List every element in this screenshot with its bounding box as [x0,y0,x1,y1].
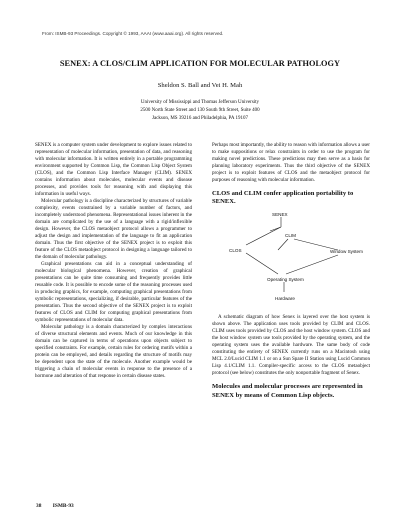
copyright-notice: From: ISMB-93 Proceedings. Copyright © 1993, AAAI (www.aaai.org). All rights reserved. [42,31,224,36]
page-footer [36,503,84,509]
operating-system-label: Operating System [267,277,304,283]
hardware-label: Hardware [275,296,295,302]
clim-label: CLIM [285,233,296,239]
connector-line [286,255,338,274]
connector-line [270,227,281,231]
right-column [212,142,370,404]
body-paragraph: Molecular pathology is a discipline characterized by structures of variable complexity, events constrained by a variable number of factors, and incompletely understood phenomena. Representational issues inherent in the domain are complicated by the use of a language with a rigid/inflexible design. However, the CLOS metaobject protocol allows a programmer to adjust the design and implementation of the language to fit an application domain. Thus the first objective of the SENEX project is to exploit this feature of the CLOS metaobject protocol in designing a language tailored to the domain of molecular pathology. [35,198,192,260]
connector-line [246,253,278,274]
body-paragraph: Molecular pathology is a domain characterized by complex interactions of diverse structural elements and events. Much of our knowledge in this domain can be captured in terms of operations upon objects subject to specified constraints. For example, certain rules for ordering motifs within a protein can be employed, and details regarding the structure of motifs may be dependent upon the state of the molecule. Another example would be triggering a chain of molecular events in response to the presence of a hormone and alteration of that response in certain disease states. [35,324,192,379]
affiliation-line: University of Mississippi and Thomas Jefferson University [140,100,260,105]
paper-title: SENEX: A CLOS/CLIM APPLICATION FOR MOLECULAR PATHOLOGY [59,59,341,68]
section-heading: Molecules and molecular processes are represented in SENEX by means of Common Lisp objects. [212,383,363,399]
author-line: Sheldon S. Ball and Vei H. Mah [157,82,243,89]
body-paragraph: Perhaps most importantly, the ability to reason with information allows a user to make suppositions or relax constraints in order to use the program for making novel predictions. These predictions may then serve as a basis for planning laboratory experiments. Thus the third objective of the SENEX project is to exploit features of CLOS and the metaobject protocol for purposes of reasoning with molecular information. [212,142,370,183]
layer-diagram [212,210,370,306]
left-column [35,142,192,380]
window-system-label: Window System [330,249,363,255]
page-number: 38 [36,503,42,509]
affiliation-line: 2500 North State Street and 130 South 9th Street, Suite 400 [140,108,260,114]
senex-label: SENEX [272,212,288,218]
figure-caption: A schematic diagram of how Senex is layered over the host system is shown above. The application uses tools provided by CLIM and CLOS. CLIM uses tools provided by CLOS and the host window system. CLOS and the host window system use tools provided by the operating system, and the operating system uses the available hardware. The same body of code constituting the entirety of SENEX currently runs on a Macintosh using MCL 2.0/Lucid CLIM 1.1 or on a Sun Spare II Station using Lucid Common Lisp 4.1/CLIM 1.1. Compiler-specific access to the CLOS metaobject protocol (see below) constitutes the only nonportable fragment of Senex. [212,314,370,377]
venue-name: ISMB-93 [52,503,74,509]
body-paragraph: SENEX is a computer system under development to explore issues related to representation of molecular information, presentation of data, and reasoning with molecular information. It is written entirely in a portable programming environment supported by Common Lisp, the Common Lisp Object System (CLOS), and the Common Lisp Interface Manager (CLIM). SENEX contains information about molecules, molecular events and disease processes, and provides tools for reasoning with and displaying this information in useful ways. [35,142,192,197]
affiliation-block [0,99,400,124]
section-heading: CLOS and CLIM confer application portability to SENEX. [212,190,354,206]
body-paragraph: Graphical presentations can aid in a conceptual understanding of molecular biological phenomena. However, creation of graphical presentations can be quite time consuming and frequently provides little reusable code. It is possible to encode some of the reasoning processes used in producing graphics, for example, computing graphical presentations from symbolic representations, specializing, if desirable, particular features of the presentation. Thus the second objective of the SENEX project is to exploit features of CLOS and CLIM for computing graphical presentations from symbolic representations of molecular data. [35,261,192,323]
clos-label: CLOS [229,248,242,254]
affiliation-line: Jackson, MS 39216 and Philadelphia, PA 19107 [152,116,248,122]
connector-line [278,239,288,250]
connector-line [246,227,281,245]
layer-diagram-lines [212,210,370,306]
